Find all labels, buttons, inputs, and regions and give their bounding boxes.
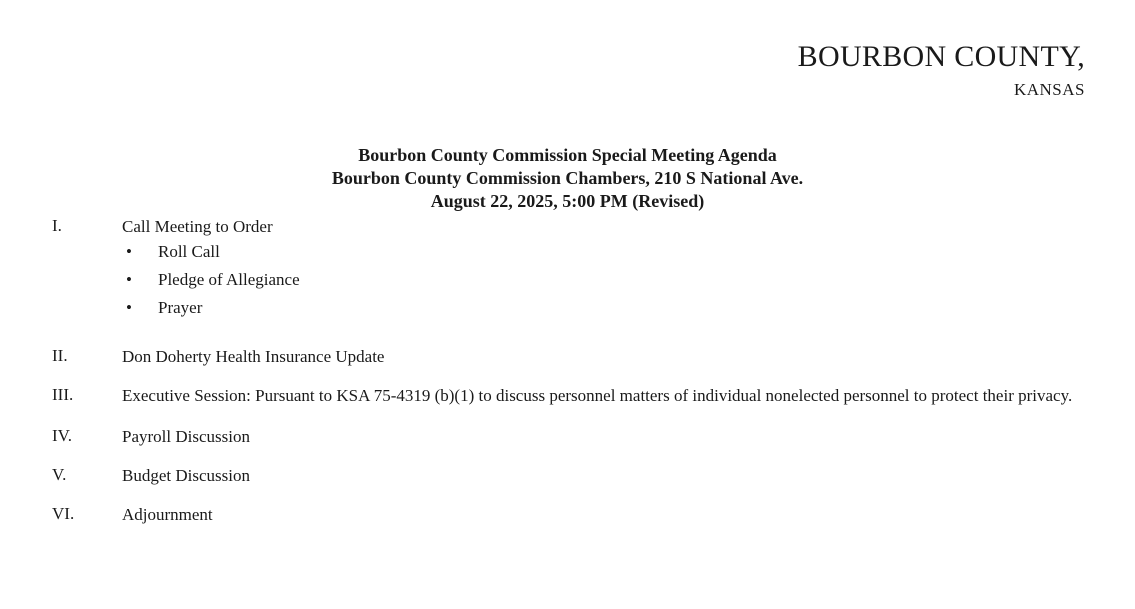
agenda-item-numeral: III. — [52, 385, 74, 404]
agenda-item — [52, 385, 1092, 407]
agenda-item-numeral: I. — [52, 216, 62, 235]
agenda-item-text: Payroll Discussion — [122, 427, 250, 446]
agenda-item-numeral: V. — [52, 465, 67, 484]
agenda-item-numeral: IV. — [52, 426, 72, 445]
agenda-item-text: Don Doherty Health Insurance Update — [122, 347, 385, 366]
agenda-item — [52, 465, 1092, 487]
agenda-item — [52, 504, 1092, 526]
meeting-date: August 22, 2025, 5:00 PM (Revised) — [430, 191, 705, 211]
agenda-header — [0, 144, 1135, 213]
agenda-sub-list — [122, 238, 1092, 322]
state-name: KANSAS — [1013, 80, 1085, 99]
agenda-item — [52, 346, 1092, 368]
agenda-sub-item: • Pledge of Allegiance — [122, 266, 1092, 294]
agenda-title: Bourbon County Commission Special Meeting Agenda — [358, 145, 777, 165]
agenda-sub-item: • Prayer — [122, 294, 1092, 322]
agenda-sub-item: • Roll Call — [122, 238, 1092, 266]
meeting-location: Bourbon County Commission Chambers, 210 S National Ave. — [331, 168, 804, 188]
agenda-item-text: Executive Session: Pursuant to KSA 75-4319 (b)(1) to discuss personnel matters of individual nonelected personnel to protect their privacy. — [122, 386, 1073, 405]
agenda-item-numeral: II. — [52, 346, 68, 365]
agenda-item-numeral: VI. — [52, 504, 75, 523]
agenda-item-text: Call Meeting to Order — [122, 217, 273, 236]
county-name: BOURBON COUNTY, — [797, 40, 1085, 73]
agenda-item-text: Adjournment — [122, 505, 213, 524]
agenda-item-text: Budget Discussion — [122, 466, 250, 485]
agenda-item — [52, 426, 1092, 448]
agenda-list — [52, 216, 1092, 526]
agenda-item — [52, 216, 1092, 322]
